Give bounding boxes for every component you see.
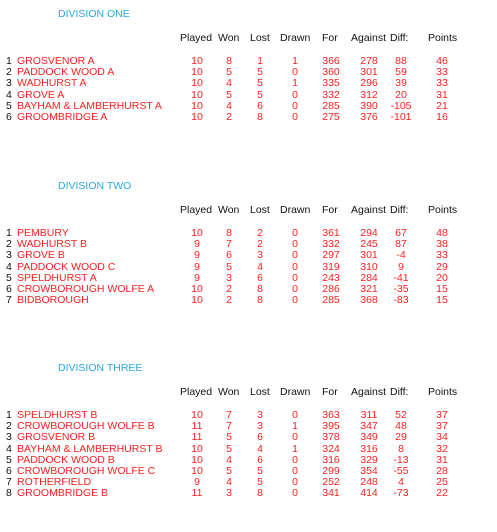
- position-number: 2: [6, 66, 12, 79]
- cell-diff: -13: [393, 453, 409, 466]
- cell-points: 32: [436, 442, 448, 455]
- position-number: 5: [6, 99, 12, 112]
- position-number: 1: [6, 227, 12, 239]
- division-title: DIVISION TWO: [58, 180, 132, 192]
- cell-drawn: 0: [292, 99, 298, 112]
- position-number: 7: [6, 476, 12, 489]
- cell-against: 310: [360, 260, 378, 273]
- table-row: [0, 239, 497, 250]
- cell-diff: 67: [395, 227, 407, 239]
- cell-played: 11: [191, 431, 203, 444]
- table-row: [0, 262, 497, 273]
- cell-points: 31: [436, 88, 448, 101]
- team-name: BIDBOROUGH: [17, 294, 89, 307]
- cell-points: 28: [436, 465, 448, 477]
- cell-for: 332: [322, 238, 340, 251]
- column-header-played: Played: [180, 204, 213, 216]
- cell-for: 275: [322, 111, 340, 123]
- cell-against: 284: [360, 271, 378, 284]
- column-header-drawn: Drawn: [280, 32, 311, 44]
- column-header-drawn: Drawn: [280, 386, 311, 398]
- cell-diff: 8: [398, 442, 404, 455]
- cell-lost: 2: [257, 238, 263, 251]
- cell-for: 361: [322, 227, 340, 239]
- cell-won: 2: [226, 111, 232, 123]
- position-number: 4: [6, 260, 12, 273]
- cell-played: 10: [191, 77, 203, 90]
- cell-drawn: 1: [292, 77, 298, 90]
- cell-against: 414: [360, 487, 378, 500]
- cell-played: 9: [194, 476, 200, 489]
- team-name: WADHURST B: [17, 238, 88, 251]
- cell-played: 11: [191, 420, 203, 433]
- position-number: 8: [6, 487, 12, 500]
- column-header-played: Played: [180, 386, 213, 398]
- cell-against: 390: [360, 99, 378, 112]
- cell-against: 301: [360, 249, 378, 262]
- column-header-lost: Lost: [250, 32, 270, 44]
- cell-played: 9: [194, 271, 200, 284]
- table-row: [0, 250, 497, 261]
- cell-diff: 39: [395, 77, 407, 90]
- cell-won: 5: [226, 465, 232, 477]
- column-header-lost: Lost: [250, 386, 270, 398]
- cell-against: 296: [360, 77, 378, 90]
- column-header-points: Points: [428, 32, 458, 44]
- cell-for: 341: [322, 487, 340, 500]
- position-number: 2: [6, 420, 12, 433]
- table-row: [0, 432, 497, 443]
- cell-points: 31: [436, 453, 448, 466]
- cell-won: 5: [226, 442, 232, 455]
- team-name: PADDOCK WOOD A: [17, 66, 115, 79]
- cell-lost: 5: [257, 465, 263, 477]
- team-name: WADHURST A: [17, 77, 87, 90]
- cell-played: 10: [191, 409, 203, 421]
- cell-for: 366: [322, 55, 340, 67]
- cell-for: 299: [322, 465, 340, 477]
- cell-won: 5: [226, 260, 232, 273]
- cell-against: 278: [360, 55, 378, 67]
- cell-diff: -55: [393, 465, 409, 477]
- cell-diff: -73: [393, 487, 409, 500]
- cell-drawn: 0: [292, 238, 298, 251]
- column-header-diff: Diff:: [390, 32, 409, 44]
- column-header-won: Won: [218, 204, 240, 216]
- cell-points: 37: [436, 409, 448, 421]
- cell-for: 285: [322, 99, 340, 112]
- cell-lost: 8: [257, 111, 263, 123]
- cell-won: 4: [226, 77, 232, 90]
- cell-for: 395: [322, 420, 340, 433]
- division-section: [0, 362, 497, 532]
- division-section: [0, 8, 497, 178]
- cell-drawn: 0: [292, 111, 298, 123]
- cell-drawn: 0: [292, 453, 298, 466]
- column-header-against: Against: [351, 386, 387, 398]
- team-name: CROWBOROUGH WOLFE B: [17, 420, 155, 433]
- team-name: PADDOCK WOOD B: [17, 453, 115, 466]
- column-header-won: Won: [218, 386, 240, 398]
- cell-won: 2: [226, 294, 232, 307]
- cell-drawn: 1: [292, 420, 298, 433]
- cell-won: 2: [226, 283, 232, 295]
- cell-lost: 8: [257, 283, 263, 295]
- table-row: [0, 295, 497, 306]
- cell-points: 38: [436, 238, 448, 251]
- cell-diff: 52: [395, 409, 407, 421]
- cell-diff: -4: [396, 249, 406, 262]
- cell-won: 6: [226, 249, 232, 262]
- team-name: GROOMBRIDGE A: [17, 111, 108, 123]
- cell-won: 7: [226, 238, 232, 251]
- cell-lost: 3: [257, 409, 263, 421]
- cell-played: 10: [191, 227, 203, 239]
- position-number: 4: [6, 88, 12, 101]
- team-name: GROVE A: [17, 88, 65, 101]
- cell-won: 3: [226, 271, 232, 284]
- cell-drawn: 1: [292, 442, 298, 455]
- table-row: [0, 78, 497, 89]
- cell-points: 37: [436, 420, 448, 433]
- cell-drawn: 0: [292, 249, 298, 262]
- cell-won: 7: [226, 420, 232, 433]
- column-header-lost: Lost: [250, 204, 270, 216]
- cell-against: 354: [360, 465, 378, 477]
- cell-for: 319: [322, 260, 340, 273]
- cell-against: 316: [360, 442, 378, 455]
- position-number: 2: [6, 238, 12, 251]
- cell-drawn: 0: [292, 487, 298, 500]
- cell-points: 33: [436, 249, 448, 262]
- cell-against: 368: [360, 294, 378, 307]
- cell-won: 5: [226, 431, 232, 444]
- cell-won: 7: [226, 409, 232, 421]
- column-header-for: For: [322, 204, 338, 216]
- cell-points: 33: [436, 66, 448, 79]
- position-number: 4: [6, 442, 12, 455]
- cell-against: 301: [360, 66, 378, 79]
- column-header-diff: Diff:: [390, 386, 409, 398]
- cell-diff: 59: [395, 66, 407, 79]
- cell-lost: 5: [257, 77, 263, 90]
- cell-for: 285: [322, 294, 340, 307]
- column-header-against: Against: [351, 204, 387, 216]
- cell-diff: -83: [393, 294, 409, 307]
- table-row: [0, 112, 497, 123]
- column-header-drawn: Drawn: [280, 204, 311, 216]
- cell-against: 248: [360, 476, 378, 489]
- cell-points: 46: [436, 55, 448, 67]
- cell-lost: 6: [257, 99, 263, 112]
- cell-diff: -41: [393, 271, 409, 284]
- cell-points: 48: [436, 227, 448, 239]
- cell-played: 10: [191, 465, 203, 477]
- cell-points: 22: [436, 487, 448, 500]
- cell-against: 245: [360, 238, 378, 251]
- cell-played: 9: [194, 260, 200, 273]
- cell-won: 8: [226, 227, 232, 239]
- cell-won: 5: [226, 88, 232, 101]
- cell-lost: 4: [257, 442, 263, 455]
- team-name: SPELDHURST A: [17, 271, 97, 284]
- cell-played: 10: [191, 294, 203, 307]
- column-header-for: For: [322, 32, 338, 44]
- cell-lost: 4: [257, 260, 263, 273]
- cell-drawn: 0: [292, 271, 298, 284]
- cell-lost: 1: [257, 55, 263, 67]
- cell-for: 324: [322, 442, 340, 455]
- cell-for: 252: [322, 476, 340, 489]
- cell-for: 378: [322, 431, 340, 444]
- cell-diff: 87: [395, 238, 407, 251]
- cell-against: 312: [360, 88, 378, 101]
- cell-lost: 6: [257, 453, 263, 466]
- cell-points: 20: [436, 271, 448, 284]
- cell-for: 243: [322, 271, 340, 284]
- cell-drawn: 0: [292, 476, 298, 489]
- cell-for: 286: [322, 283, 340, 295]
- cell-against: 321: [360, 283, 378, 295]
- cell-points: 34: [436, 431, 448, 444]
- team-name: BAYHAM & LAMBERHURST B: [17, 442, 163, 455]
- position-number: 5: [6, 271, 12, 284]
- cell-for: 360: [322, 66, 340, 79]
- cell-diff: 29: [395, 431, 407, 444]
- position-number: 5: [6, 453, 12, 466]
- division-title: DIVISION ONE: [58, 8, 130, 20]
- position-number: 6: [6, 111, 12, 123]
- cell-points: 16: [436, 111, 448, 123]
- cell-won: 5: [226, 66, 232, 79]
- cell-drawn: 1: [292, 55, 298, 67]
- cell-won: 4: [226, 476, 232, 489]
- division-title: DIVISION THREE: [58, 362, 143, 374]
- cell-drawn: 0: [292, 294, 298, 307]
- cell-drawn: 0: [292, 227, 298, 239]
- cell-diff: 88: [395, 55, 407, 67]
- cell-lost: 6: [257, 431, 263, 444]
- cell-lost: 3: [257, 420, 263, 433]
- cell-drawn: 0: [292, 409, 298, 421]
- cell-points: 21: [436, 99, 448, 112]
- cell-lost: 2: [257, 227, 263, 239]
- cell-drawn: 0: [292, 465, 298, 477]
- position-number: 1: [6, 55, 12, 67]
- cell-won: 8: [226, 55, 232, 67]
- cell-against: 376: [360, 111, 378, 123]
- cell-won: 3: [226, 487, 232, 500]
- cell-played: 10: [191, 66, 203, 79]
- cell-points: 25: [436, 476, 448, 489]
- cell-played: 10: [191, 88, 203, 101]
- team-name: CROWBOROUGH WOLFE A: [17, 283, 155, 295]
- cell-played: 9: [194, 249, 200, 262]
- cell-played: 10: [191, 283, 203, 295]
- team-name: SPELDHURST B: [17, 409, 98, 421]
- position-number: 1: [6, 409, 12, 421]
- cell-against: 311: [360, 409, 378, 421]
- column-header-diff: Diff:: [390, 204, 409, 216]
- column-header-won: Won: [218, 32, 240, 44]
- cell-lost: 3: [257, 249, 263, 262]
- position-number: 6: [6, 283, 12, 295]
- team-name: GROSVENOR B: [17, 431, 96, 444]
- cell-drawn: 0: [292, 66, 298, 79]
- table-row: [0, 488, 497, 499]
- cell-played: 11: [191, 487, 203, 500]
- team-name: CROWBOROUGH WOLFE C: [17, 465, 156, 477]
- cell-played: 10: [191, 99, 203, 112]
- cell-played: 10: [191, 111, 203, 123]
- cell-lost: 8: [257, 294, 263, 307]
- cell-played: 9: [194, 238, 200, 251]
- position-number: 3: [6, 431, 12, 444]
- column-header-points: Points: [428, 204, 458, 216]
- team-name: PEMBURY: [17, 227, 69, 239]
- cell-for: 297: [322, 249, 340, 262]
- cell-diff: 9: [398, 260, 404, 273]
- cell-drawn: 0: [292, 431, 298, 444]
- cell-drawn: 0: [292, 283, 298, 295]
- position-number: 6: [6, 465, 12, 477]
- cell-diff: -35: [393, 283, 409, 295]
- cell-lost: 5: [257, 476, 263, 489]
- cell-points: 15: [436, 294, 448, 307]
- team-name: GROVE B: [17, 249, 65, 262]
- team-name: ROTHERFIELD: [17, 476, 92, 489]
- cell-diff: 20: [395, 88, 407, 101]
- cell-lost: 6: [257, 271, 263, 284]
- cell-for: 363: [322, 409, 340, 421]
- cell-diff: 4: [398, 476, 404, 489]
- cell-for: 332: [322, 88, 340, 101]
- position-number: 3: [6, 77, 12, 90]
- cell-diff: -101: [390, 111, 412, 123]
- cell-for: 335: [322, 77, 340, 90]
- cell-won: 4: [226, 453, 232, 466]
- cell-played: 10: [191, 453, 203, 466]
- cell-points: 15: [436, 283, 448, 295]
- cell-points: 29: [436, 260, 448, 273]
- column-header-points: Points: [428, 386, 458, 398]
- cell-diff: -105: [390, 99, 412, 112]
- cell-lost: 5: [257, 88, 263, 101]
- team-name: GROSVENOR A: [17, 55, 95, 67]
- cell-played: 10: [191, 55, 203, 67]
- cell-against: 347: [360, 420, 378, 433]
- cell-played: 10: [191, 442, 203, 455]
- column-header-against: Against: [351, 32, 387, 44]
- column-header-for: For: [322, 386, 338, 398]
- cell-drawn: 0: [292, 88, 298, 101]
- cell-against: 294: [360, 227, 378, 239]
- position-number: 7: [6, 294, 12, 307]
- cell-won: 4: [226, 99, 232, 112]
- cell-against: 349: [360, 431, 378, 444]
- column-header-played: Played: [180, 32, 213, 44]
- cell-lost: 5: [257, 66, 263, 79]
- cell-against: 329: [360, 453, 378, 466]
- division-section: [0, 180, 497, 350]
- cell-lost: 8: [257, 487, 263, 500]
- team-name: PADDOCK WOOD C: [17, 260, 116, 273]
- team-name: BAYHAM & LAMBERHURST A: [17, 99, 162, 112]
- cell-points: 33: [436, 77, 448, 90]
- cell-drawn: 0: [292, 260, 298, 273]
- table-row: [0, 90, 497, 101]
- team-name: GROOMBRIDGE B: [17, 487, 109, 500]
- cell-diff: 48: [395, 420, 407, 433]
- table-row: [0, 444, 497, 455]
- position-number: 3: [6, 249, 12, 262]
- cell-for: 316: [322, 453, 340, 466]
